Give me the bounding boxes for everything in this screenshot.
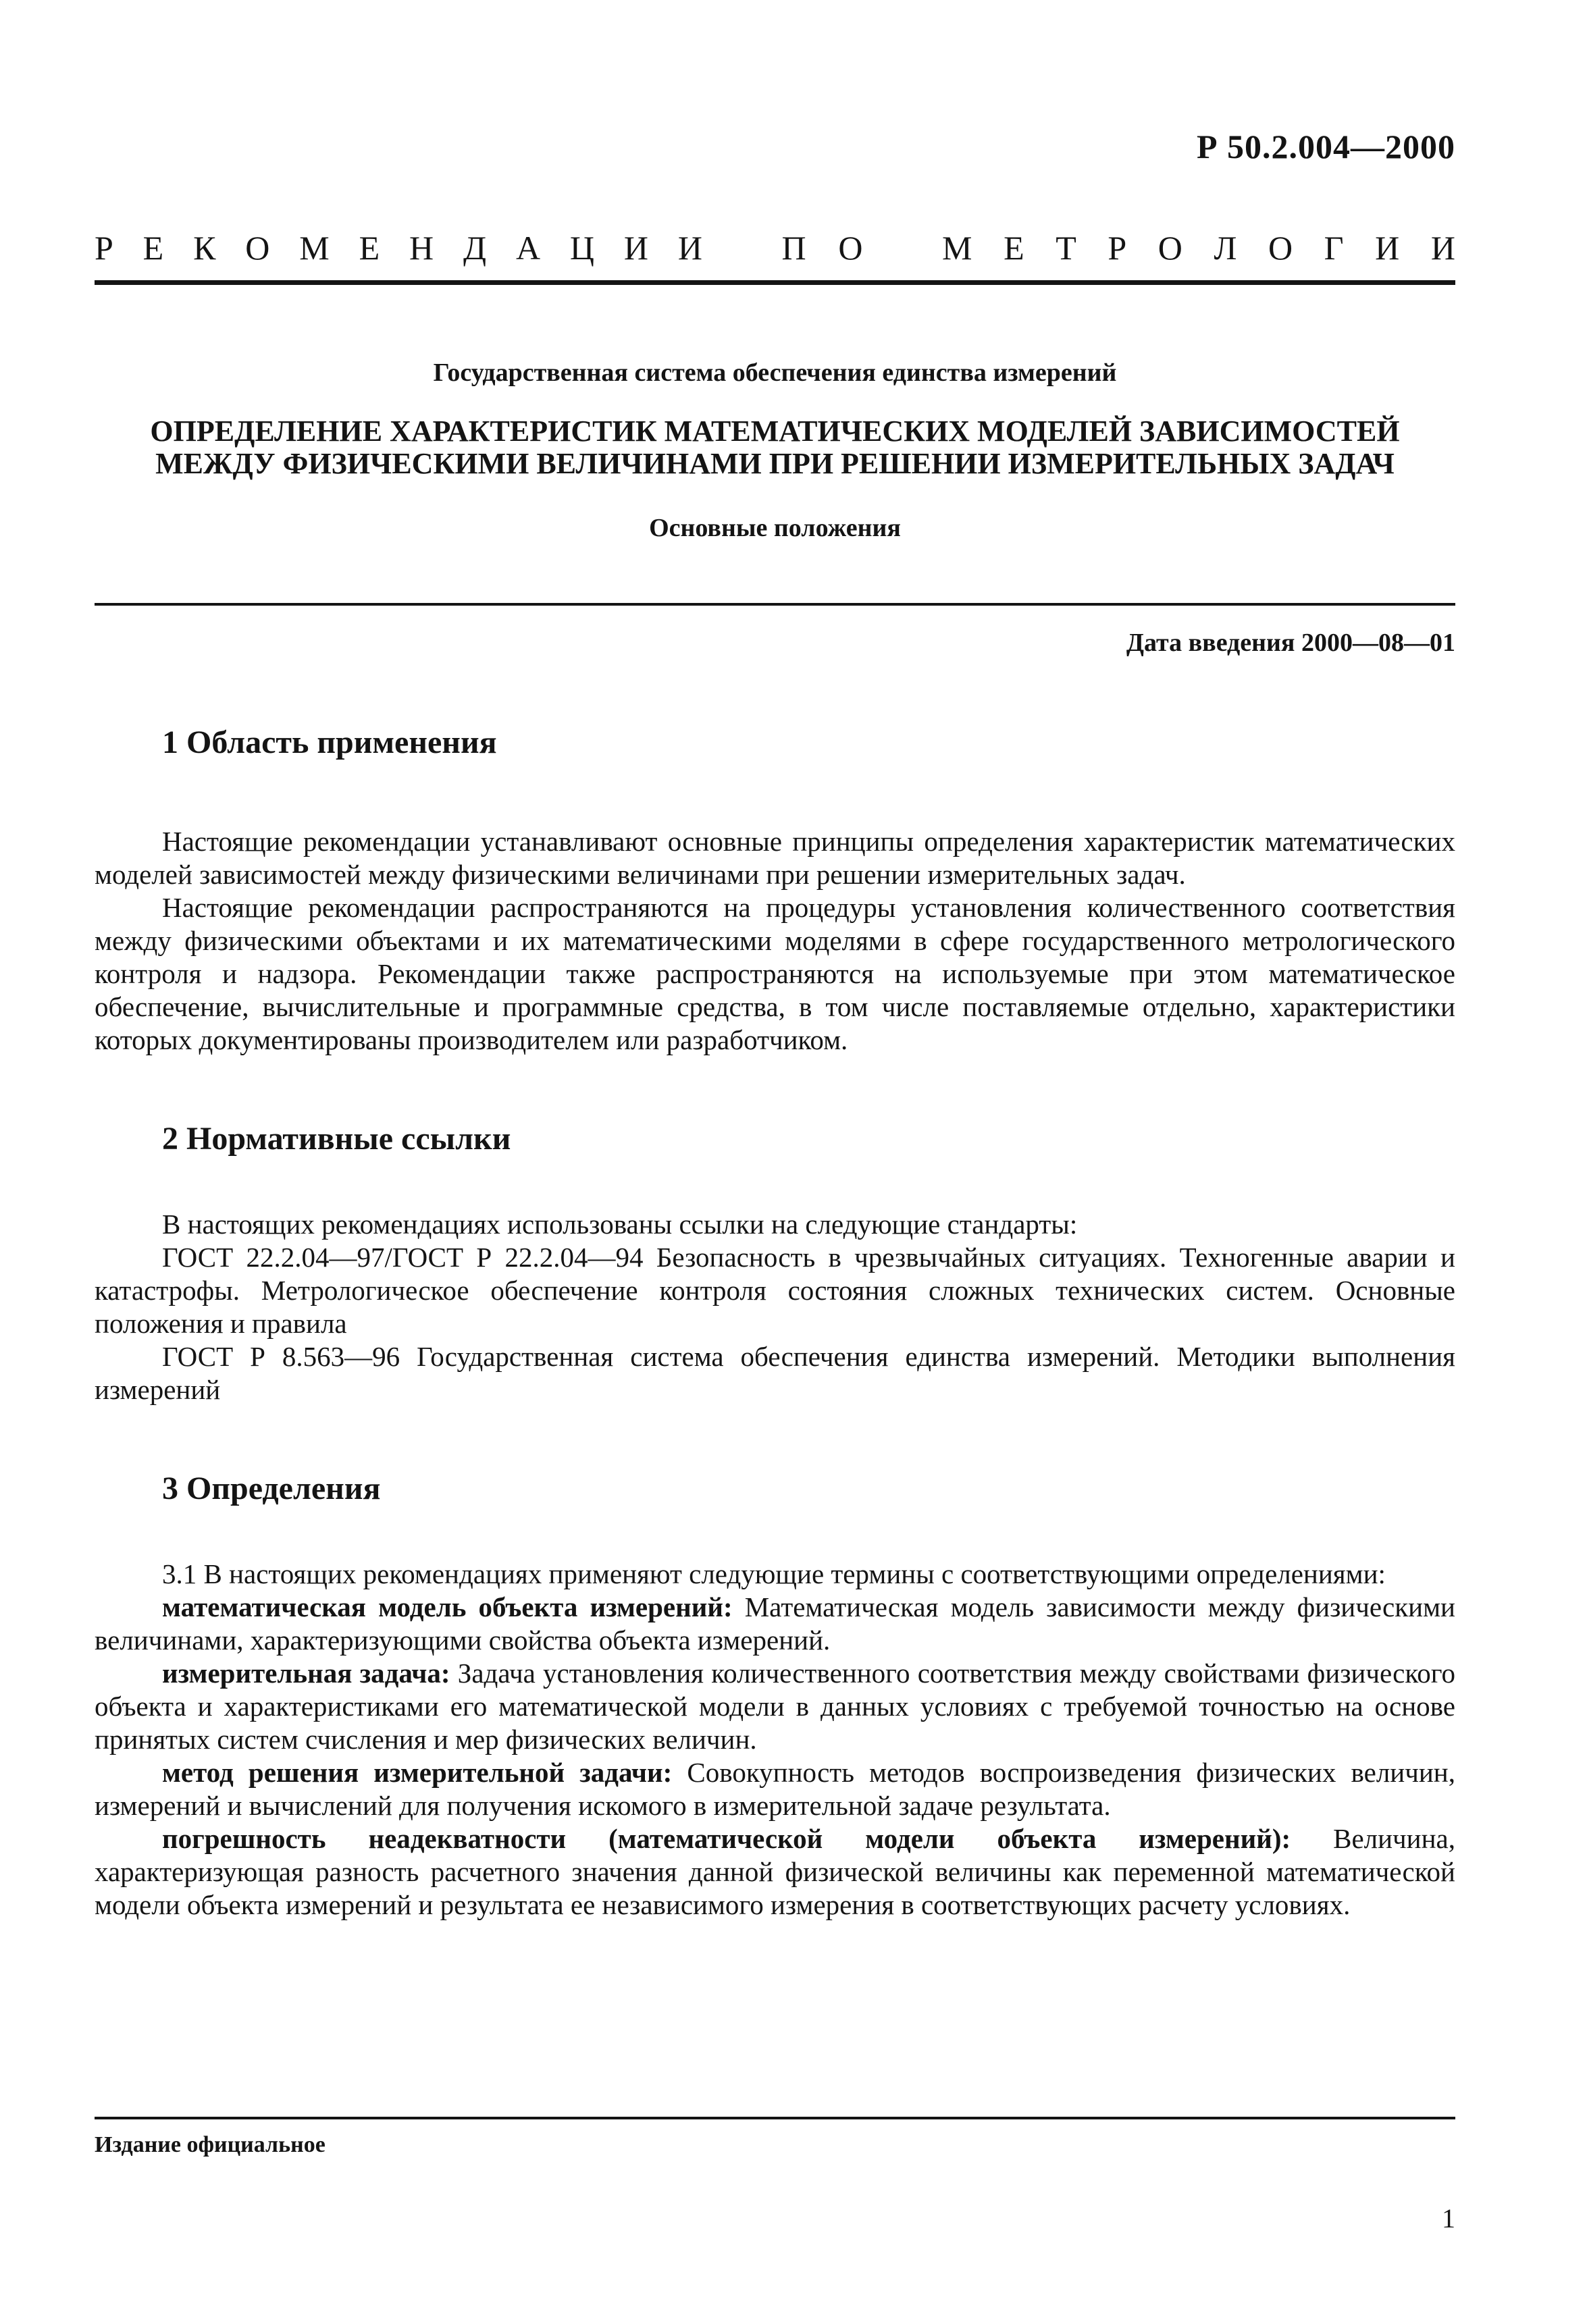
header-rule (95, 280, 1455, 285)
introduction-date: Дата введения 2000—08—01 (1126, 629, 1455, 657)
definition-item (95, 1822, 1455, 1922)
series-word-metrology: М Е Т Р О Л О Г И И (942, 229, 1455, 267)
edition-label: Издание официальное (95, 2132, 326, 2157)
definition-term: метод решения измерительной задачи: (162, 1757, 673, 1788)
subtitle: Основные положения (649, 514, 901, 542)
page-number: 1 (1442, 2203, 1455, 2234)
section-1-paragraph-1: Настоящие рекомендации устанавливают основные принципы определения характеристик математических моделей зависимостей между физическими величинами при решении измерительных задач. (95, 826, 1455, 890)
definition-term: измерительная задача: (162, 1658, 450, 1689)
system-title: Государственная система обеспечения единства измерений (433, 359, 1117, 387)
section-1-heading: 1 Область применения (162, 724, 497, 760)
series-title (95, 228, 1455, 267)
document-number: Р 50.2.004—2000 (1196, 128, 1455, 165)
definition-text: Математическая модель зависимости между физическими величинами, характеризующими свойства объекта измерений. (95, 1591, 1455, 1656)
document-body (95, 722, 1455, 1922)
section-3-paragraph-1: 3.1 В настоящих рекомендациях применяют следующие термины с соответствующими определениями: (162, 1558, 1386, 1589)
section-2-paragraph-1: В настоящих рекомендациях использованы ссылки на следующие стандарты: (162, 1209, 1078, 1240)
definition-item (95, 1591, 1455, 1657)
series-word-recommendations: Р Е К О М Е Н Д А Ц И И (95, 229, 702, 267)
definition-text: Совокупность методов воспроизведения физических величин, измерений и вычислений для получения искомого в измерительной задаче результата. (95, 1757, 1455, 1821)
footer-rule (95, 2117, 1455, 2119)
definition-text: Задача установления количественного соответствия между свойствами физического объекта и характеристиками его математической модели в данных условиях с требуемой точностью на основе принятых систем счисления и мер физических величин. (95, 1658, 1456, 1755)
series-word-on: П О (781, 229, 863, 267)
section-2-heading: 2 Нормативные ссылки (162, 1121, 511, 1157)
section-1-paragraph-2: Настоящие рекомендации распространяются на процедуры установления количественного соответствия между физическими объектами и их математическими моделями в сфере государственного метрологического контроля и надзора. Рекомендации также распространяются на используемые при этом математическое обеспечение, вычислительные и программные средства, в том числе поставляемые отдельно, характеристики которых документированы производителем или разработчиком. (95, 892, 1455, 1055)
definition-item (95, 1657, 1455, 1756)
section-3-heading: 3 Определения (162, 1471, 381, 1506)
title-rule (95, 603, 1455, 606)
definition-item (95, 1756, 1455, 1822)
main-title (95, 415, 1455, 480)
main-title-line-1: ОПРЕДЕЛЕНИЕ ХАРАКТЕРИСТИК МАТЕМАТИЧЕСКИХ МОДЕЛЕЙ ЗАВИСИМОСТЕЙ (150, 415, 1400, 448)
definition-term: погрешность неадекватности (математической модели объекта измерений): (162, 1823, 1291, 1854)
definition-text: Величина, характеризующая разность расчетного значения данной физической величины как переменной математической модели объекта измерений и результата ее независимого измерения в соответствующих расчету условиях. (95, 1823, 1455, 1920)
definition-term: математическая модель объекта измерений: (162, 1591, 733, 1622)
section-2-reference-1: ГОСТ 22.2.04—97/ГОСТ Р 22.2.04—94 Безопасность в чрезвычайных ситуациях. Техногенные аварии и катастрофы. Метрологическое обеспечение контроля состояния сложных технических систем. Основные положения и правила (95, 1242, 1455, 1339)
section-2-reference-2: ГОСТ Р 8.563—96 Государственная система обеспечения единства измерений. Методики выполнения измерений (95, 1341, 1455, 1405)
main-title-line-2: МЕЖДУ ФИЗИЧЕСКИМИ ВЕЛИЧИНАМИ ПРИ РЕШЕНИИ ИЗМЕРИТЕЛЬНЫХ ЗАДАЧ (155, 447, 1395, 480)
